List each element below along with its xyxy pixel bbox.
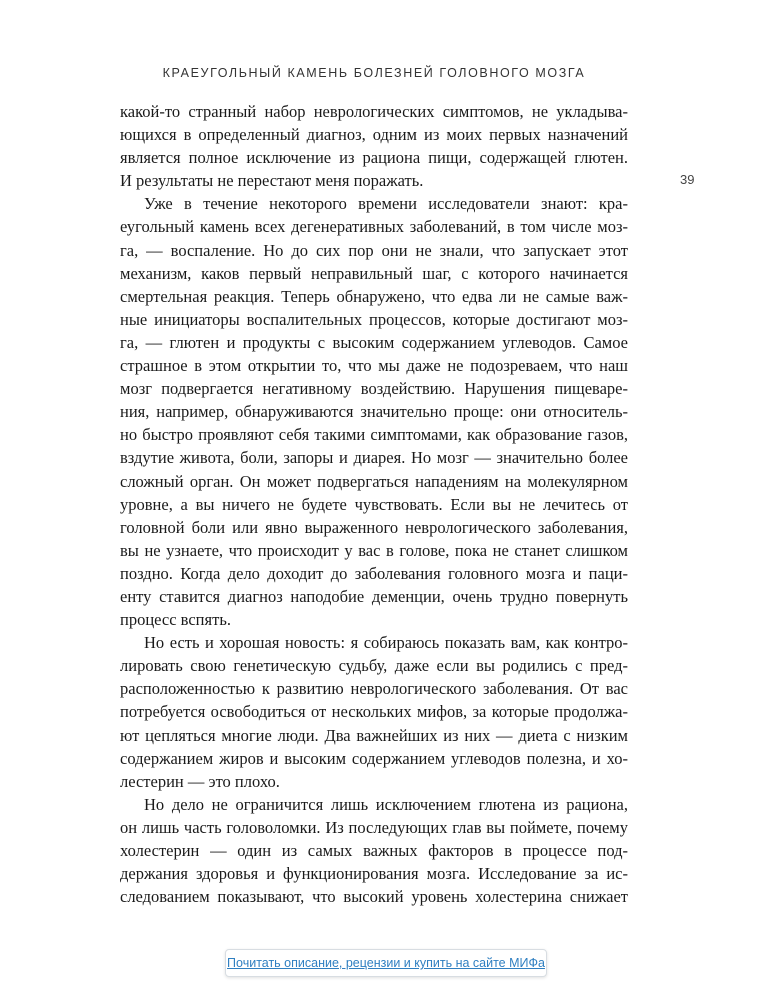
text-line: какой-то странный набор неврологических симптомов, не укладыва- (120, 102, 628, 121)
text-line: холестерин — один из самых важных факторов в процессе под- (120, 841, 628, 860)
text-line: головной боли или явно выраженного неврологического заболевания, (120, 517, 628, 537)
paragraph (120, 793, 628, 908)
text-line: механизм, каков первый неправильный шаг, с которого начинается (120, 263, 628, 283)
text-line: ные инициаторы воспалительных процессов, которые достигают моз- (120, 309, 628, 329)
text-line: Уже в течение некоторого времени исследователи знают: кра- (144, 194, 628, 214)
text-line: но быстро проявляют себя такими симптомами, как образование газов, (120, 425, 628, 445)
text-line: еугольный камень всех дегенеративных заболеваний, в том числе моз- (120, 217, 628, 237)
text-line: смертельная реакция. Теперь обнаружено, что едва ли не самые важ- (120, 286, 628, 306)
text-line: ют цепляться многие люди. Два важнейших из них — диета с низким (120, 725, 628, 745)
text-line: И результаты не перестают меня поражать. (120, 171, 424, 191)
text-line: страшное в этом открытии то, что мы даже не подозреваем, что наш (120, 356, 628, 376)
page-number: 39 (680, 172, 695, 187)
text-line: расположенностью к развитию неврологического заболевания. От вас (120, 679, 628, 699)
store-link-banner (225, 949, 547, 977)
text-line: следованием показывают, что высокий уровень холестерина снижает (120, 887, 628, 907)
text-line: уровне, а вы ничего не будете чувствовать. Если вы не лечитесь от (120, 494, 628, 514)
text-line: потребуется освободиться от нескольких мифов, за которые продолжа- (120, 702, 628, 722)
text-line: содержанием жиров и высоким содержанием углеводов полезна, и хо- (120, 748, 628, 768)
text-line: га, — глютен и продукты с высоким содержанием углеводов. Самое (120, 332, 628, 352)
paragraph (120, 631, 628, 793)
text-line: ющихся в определенный диагноз, одним из моих первых назначений (120, 125, 628, 145)
text-line: мозг подвергается негативному воздействию. Нарушения пищеваре- (120, 379, 628, 399)
text-line: га, — воспаление. Но до сих пор они не знали, что запускает этот (120, 240, 628, 260)
text-line: Но есть и хорошая новость: я собираюсь показать вам, как контро- (144, 633, 628, 653)
paragraph (120, 100, 628, 192)
text-line: лестерин — это плохо. (120, 771, 280, 791)
text-line: лировать свою генетическую судьбу, даже если вы родились с пред- (120, 656, 628, 676)
paragraph (120, 192, 628, 631)
text-line: вы не узнаете, что происходит у вас в голове, пока не станет слишком (120, 540, 628, 560)
text-line: держания здоровья и функционирования мозга. Исследование за ис- (120, 864, 628, 884)
text-line: Но дело не ограничится лишь исключением глютена из рациона, (144, 794, 628, 814)
running-header: КРАЕУГОЛЬНЫЙ КАМЕНЬ БОЛЕЗНЕЙ ГОЛОВНОГО МОЗГА (162, 66, 586, 80)
text-line: вздутие живота, боли, запоры и диарея. Но мозг — значительно более (120, 448, 628, 468)
text-line: процесс вспять. (120, 610, 231, 630)
store-link[interactable]: Почитать описание, рецензии и купить на сайте МИФа (227, 956, 545, 970)
text-line: ния, например, обнаруживаются значительно проще: они относитель- (120, 402, 628, 422)
text-line: он лишь часть головоломки. Из последующих глав вы поймете, почему (120, 817, 628, 837)
body-text (120, 100, 628, 908)
text-line: сложный орган. Он может подвергаться нападениям на молекулярном (120, 471, 628, 491)
text-line: енту ставится диагноз наподобие деменции, очень трудно повернуть (120, 586, 628, 606)
text-line: является полное исключение из рациона пищи, содержащей глютен. (120, 148, 628, 168)
text-line: поздно. Когда дело доходит до заболевания головного мозга и паци- (120, 563, 628, 583)
